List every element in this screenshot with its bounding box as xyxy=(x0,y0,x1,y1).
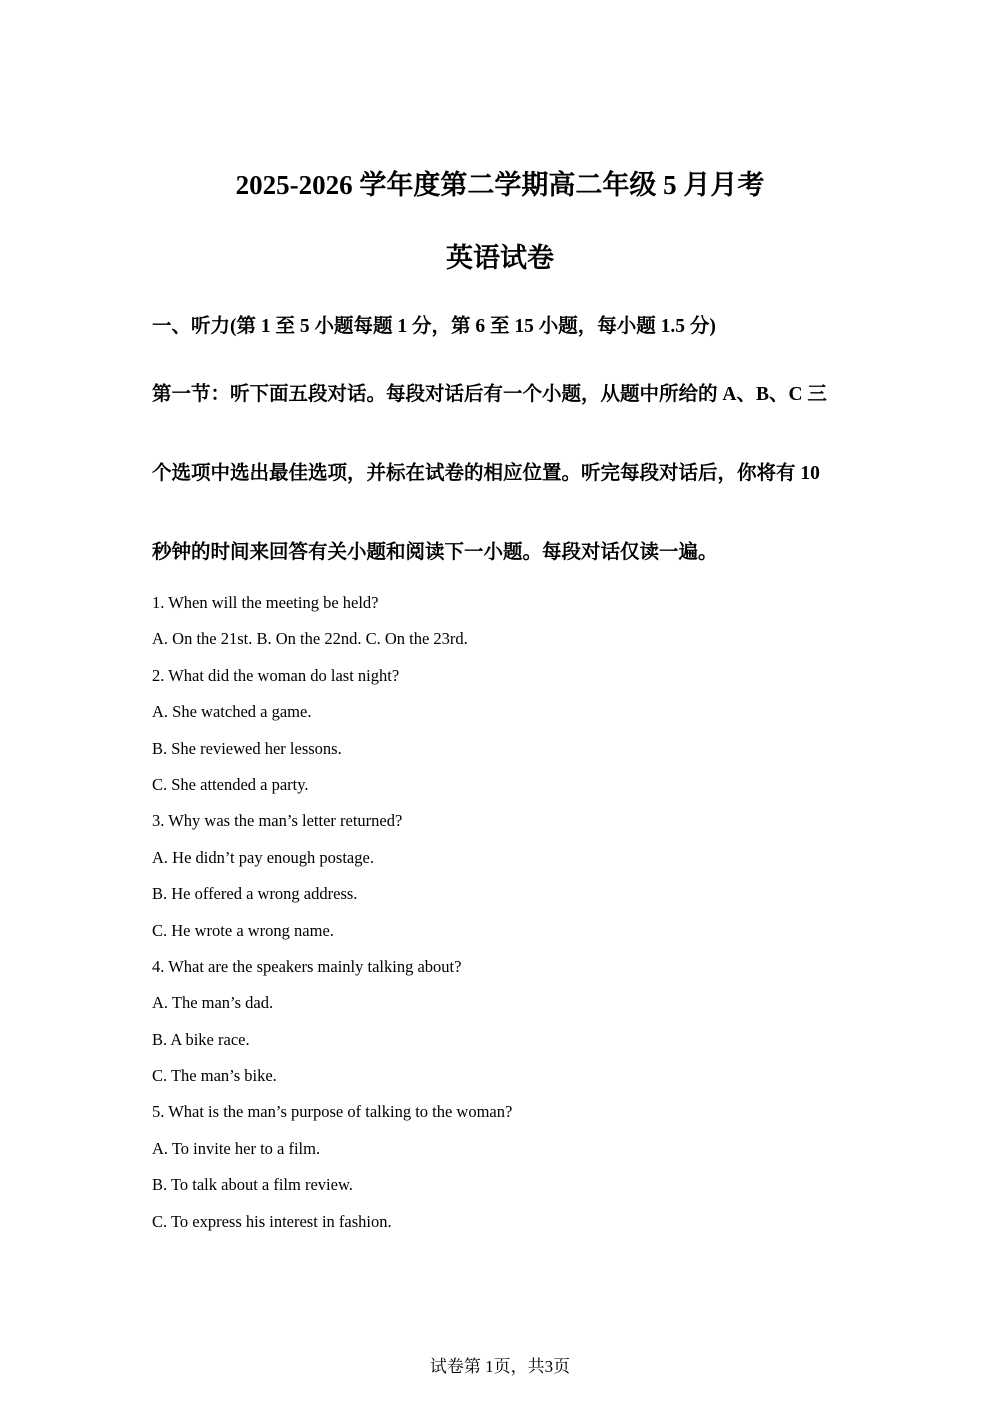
question-3-option-c: C. He wrote a wrong name. xyxy=(152,920,334,940)
part1-instruction-line-3: 秒钟的时间来回答有关小题和阅读下一小题。每段对话仅读一遍。 xyxy=(152,542,718,563)
question-1-options: A. On the 21st. B. On the 22nd. C. On the 23rd. xyxy=(152,629,468,649)
question-2-option-b: B. She reviewed her lessons. xyxy=(152,738,342,758)
document-subtitle: 英语试卷 xyxy=(446,243,554,273)
part1-instruction-line-1: 第一节：听下面五段对话。每段对话后有一个小题，从题中所给的 A、B、C 三 xyxy=(152,384,827,405)
question-5-option-c: C. To express his interest in fashion. xyxy=(152,1211,392,1231)
question-4-stem: 4. What are the speakers mainly talking about? xyxy=(152,956,462,976)
question-4-option-c: C. The man’s bike. xyxy=(152,1066,277,1086)
question-2-option-a: A. She watched a game. xyxy=(152,702,312,722)
question-2-stem: 2. What did the woman do last night? xyxy=(152,665,400,685)
question-5-stem: 5. What is the man’s purpose of talking to the woman? xyxy=(152,1102,513,1122)
question-4-option-a: A. The man’s dad. xyxy=(152,993,274,1013)
question-5-option-a: A. To invite her to a film. xyxy=(152,1138,321,1158)
question-1-stem: 1. When will the meeting be held? xyxy=(152,593,379,612)
question-5-option-b: B. To talk about a film review. xyxy=(152,1175,353,1195)
page-footer: 试卷第 1页，共3页 xyxy=(429,1357,571,1376)
document-title: 2025-2026 学年度第二学期高二年级 5 月月考 xyxy=(235,170,765,200)
question-3-option-b: B. He offered a wrong address. xyxy=(152,884,358,904)
question-4-option-b: B. A bike race. xyxy=(152,1029,250,1049)
question-list xyxy=(152,593,852,1248)
question-3-option-a: A. He didn’t pay enough postage. xyxy=(152,847,374,867)
question-3-stem: 3. Why was the man’s letter returned? xyxy=(152,811,403,831)
section-heading-listening: 一、听力(第 1 至 5 小题每题 1 分，第 6 至 15 小题，每小题 1.5 分) xyxy=(152,316,716,337)
part1-instruction-line-2: 个选项中选出最佳选项，并标在试卷的相应位置。听完每段对话后，你将有 10 xyxy=(152,463,820,484)
question-2-option-c: C. She attended a party. xyxy=(152,774,309,794)
